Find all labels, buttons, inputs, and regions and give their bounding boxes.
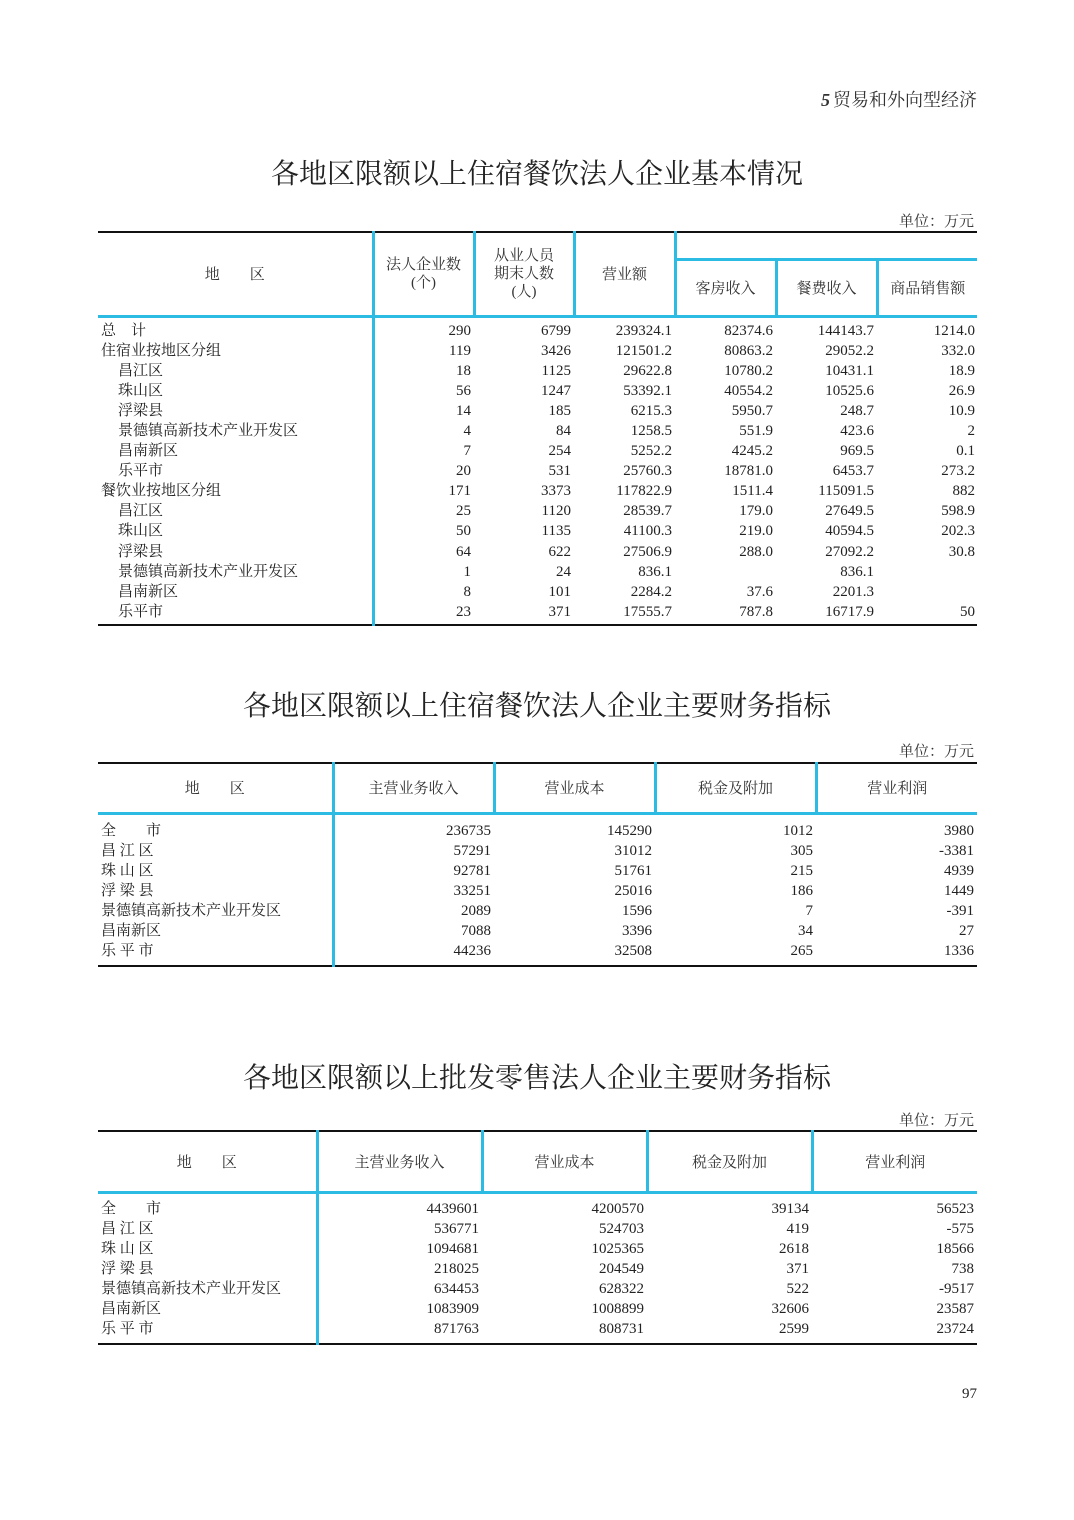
value-cell: 5252.2 bbox=[630, 443, 672, 460]
value-cell: 2618 bbox=[779, 1240, 809, 1257]
value-cell: 56523 bbox=[936, 1200, 974, 1217]
table-row bbox=[98, 441, 977, 461]
table-row bbox=[98, 381, 977, 401]
region-cell: 昌南新区 bbox=[101, 1300, 162, 1317]
value-cell: 50 bbox=[960, 603, 975, 620]
table3-header-profit: 营业利润 bbox=[812, 1131, 977, 1192]
region-cell: 浮梁县 bbox=[118, 543, 164, 560]
table-row bbox=[98, 841, 977, 861]
value-cell: 634453 bbox=[317, 1279, 482, 1299]
value-cell: 3980 bbox=[944, 822, 974, 839]
value-cell: 185 bbox=[548, 402, 571, 419]
table-row bbox=[98, 901, 977, 921]
value-cell: 64 bbox=[373, 542, 474, 562]
value-cell: -391 bbox=[946, 902, 974, 919]
value-cell: 51761 bbox=[614, 862, 652, 879]
value-cell: 179.0 bbox=[739, 503, 773, 520]
value-cell: 1094681 bbox=[317, 1239, 482, 1259]
table-row bbox=[98, 401, 977, 421]
value-cell: 2284.2 bbox=[630, 583, 672, 600]
table1-title: 各地区限额以上住宿餐饮法人企业基本情况 bbox=[270, 159, 803, 190]
value-cell: 1511.4 bbox=[732, 483, 773, 500]
value-cell: 6799 bbox=[541, 322, 571, 339]
value-cell: 25 bbox=[373, 501, 474, 521]
table1-header-food: 餐费收入 bbox=[776, 259, 877, 316]
value-cell: 37.6 bbox=[746, 583, 773, 600]
value-cell: 1214.0 bbox=[933, 322, 975, 339]
value-cell: 628322 bbox=[599, 1280, 644, 1297]
value-cell: 3426 bbox=[541, 342, 571, 359]
value-cell: 1012 bbox=[783, 822, 813, 839]
chapter-number: 5 bbox=[821, 90, 830, 110]
value-cell: 622 bbox=[548, 543, 571, 560]
value-cell: 39134 bbox=[771, 1200, 809, 1217]
value-cell: 10780.2 bbox=[724, 362, 773, 379]
value-cell: -3381 bbox=[939, 842, 974, 859]
value-cell: 27 bbox=[959, 922, 974, 939]
region-cell: 景德镇高新技术产业开发区 bbox=[101, 902, 282, 919]
chapter-title: 贸易和外向型经济 bbox=[833, 90, 977, 110]
value-cell: 117822.9 bbox=[616, 483, 672, 500]
value-cell: 288.0 bbox=[739, 543, 773, 560]
value-cell: 18566 bbox=[936, 1240, 974, 1257]
value-cell: 305 bbox=[790, 842, 813, 859]
value-cell: 115091.5 bbox=[818, 483, 874, 500]
value-cell: 1258.5 bbox=[630, 422, 672, 439]
value-cell: 50 bbox=[373, 521, 474, 541]
value-cell: 6453.7 bbox=[832, 463, 874, 480]
value-cell: 1336 bbox=[944, 943, 974, 960]
region-cell: 总 计 bbox=[101, 322, 147, 339]
value-cell: 1008899 bbox=[591, 1300, 644, 1317]
value-cell: 1025365 bbox=[591, 1240, 644, 1257]
value-cell: 56 bbox=[373, 381, 474, 401]
value-cell: 29622.8 bbox=[623, 362, 672, 379]
table-row bbox=[98, 521, 977, 541]
region-cell: 浮 梁 县 bbox=[101, 1260, 154, 1277]
value-cell: 23 bbox=[373, 602, 474, 625]
region-cell: 乐平市 bbox=[118, 603, 164, 620]
value-cell: 31012 bbox=[614, 842, 652, 859]
table2-header-cost: 营业成本 bbox=[494, 763, 655, 813]
header-unit: (个) bbox=[411, 274, 436, 291]
region-cell: 浮 梁 县 bbox=[101, 882, 154, 899]
value-cell: 4939 bbox=[944, 862, 974, 879]
value-cell: 28539.7 bbox=[623, 503, 672, 520]
value-cell: 5950.7 bbox=[731, 402, 773, 419]
value-cell: 40594.5 bbox=[825, 523, 874, 540]
header-text: 法人企业数 bbox=[385, 256, 461, 273]
value-cell: 2201.3 bbox=[832, 583, 874, 600]
value-cell: 26.9 bbox=[948, 382, 975, 399]
value-cell: 202.3 bbox=[941, 523, 975, 540]
region-cell: 昌 江 区 bbox=[101, 1220, 154, 1237]
table-row bbox=[98, 361, 977, 381]
table-row bbox=[98, 1239, 977, 1259]
value-cell: 836.1 bbox=[840, 563, 874, 580]
value-cell: 14 bbox=[373, 401, 474, 421]
value-cell: 27506.9 bbox=[623, 543, 672, 560]
table-row bbox=[98, 316, 977, 341]
region-cell: 乐 平 市 bbox=[101, 943, 154, 960]
table3 bbox=[98, 1130, 977, 1345]
region-cell: 珠山区 bbox=[118, 523, 164, 540]
table-row bbox=[98, 602, 977, 625]
value-cell: 218025 bbox=[317, 1259, 482, 1279]
value-cell: 57291 bbox=[333, 841, 494, 861]
region-cell: 景德镇高新技术产业开发区 bbox=[101, 1280, 282, 1297]
region-cell: 全 市 bbox=[101, 1200, 162, 1217]
value-cell: 7 bbox=[805, 902, 813, 919]
region-cell: 乐 平 市 bbox=[101, 1321, 154, 1338]
chapter-header bbox=[821, 86, 977, 112]
value-cell: 536771 bbox=[317, 1219, 482, 1239]
value-cell: 204549 bbox=[599, 1260, 644, 1277]
table-row bbox=[98, 501, 977, 521]
region-cell: 昌 江 区 bbox=[101, 842, 154, 859]
table2-header-region: 地 区 bbox=[98, 763, 333, 813]
value-cell: 969.5 bbox=[840, 443, 874, 460]
table1-header-employees bbox=[474, 232, 574, 316]
value-cell: 332.0 bbox=[941, 342, 975, 359]
header-unit: (人) bbox=[511, 283, 537, 300]
value-cell: 1247 bbox=[541, 382, 571, 399]
value-cell: 265 bbox=[790, 943, 813, 960]
value-cell: 1 bbox=[373, 562, 474, 582]
value-cell: 17555.7 bbox=[623, 603, 672, 620]
table-row bbox=[98, 461, 977, 481]
region-cell: 全 市 bbox=[101, 822, 162, 839]
value-cell bbox=[675, 562, 776, 582]
table3-unit: 单位：万元 bbox=[898, 1113, 974, 1129]
value-cell: 40554.2 bbox=[724, 382, 773, 399]
value-cell: 598.9 bbox=[941, 503, 975, 520]
table-row bbox=[98, 941, 977, 966]
table-row bbox=[98, 542, 977, 562]
value-cell: 10525.6 bbox=[825, 382, 874, 399]
value-cell: 10431.1 bbox=[825, 362, 874, 379]
value-cell: 4439601 bbox=[317, 1192, 482, 1219]
value-cell: 551.9 bbox=[739, 422, 773, 439]
value-cell: 7088 bbox=[333, 921, 494, 941]
value-cell: 290 bbox=[373, 316, 474, 341]
value-cell: 33251 bbox=[333, 881, 494, 901]
table2-header-profit: 营业利润 bbox=[816, 763, 977, 813]
value-cell: 219.0 bbox=[739, 523, 773, 540]
value-cell: 7 bbox=[373, 441, 474, 461]
value-cell: 248.7 bbox=[840, 402, 874, 419]
value-cell: 1449 bbox=[944, 882, 974, 899]
table-row bbox=[98, 813, 977, 841]
value-cell: 80863.2 bbox=[724, 342, 773, 359]
value-cell: 23587 bbox=[936, 1300, 974, 1317]
table1-header-goods: 商品销售额 bbox=[877, 259, 977, 316]
value-cell: 44236 bbox=[333, 941, 494, 966]
value-cell: 787.8 bbox=[739, 603, 773, 620]
region-cell: 住宿业按地区分组 bbox=[101, 342, 222, 359]
table3-title: 各地区限额以上批发零售法人企业主要财务指标 bbox=[242, 1063, 831, 1094]
table1-header-enterprises bbox=[373, 232, 474, 316]
table-row bbox=[98, 481, 977, 501]
table1-header-region: 地 区 bbox=[98, 232, 373, 316]
value-cell: 4 bbox=[373, 421, 474, 441]
value-cell: 1135 bbox=[541, 523, 571, 540]
value-cell: 20 bbox=[373, 461, 474, 481]
value-cell: 29052.2 bbox=[825, 342, 874, 359]
value-cell: 531 bbox=[548, 463, 571, 480]
value-cell: -575 bbox=[946, 1220, 974, 1237]
table-row bbox=[98, 1279, 977, 1299]
table3-body bbox=[98, 1192, 977, 1344]
value-cell: 524703 bbox=[599, 1220, 644, 1237]
value-cell: 236735 bbox=[333, 813, 494, 841]
table-row bbox=[98, 582, 977, 602]
value-cell: 41100.3 bbox=[623, 523, 672, 540]
value-cell: 32606 bbox=[771, 1300, 809, 1317]
value-cell: 10.9 bbox=[948, 402, 975, 419]
value-cell: 1083909 bbox=[317, 1299, 482, 1319]
region-cell: 景德镇高新技术产业开发区 bbox=[118, 563, 299, 580]
value-cell: 24 bbox=[556, 563, 571, 580]
region-cell: 珠 山 区 bbox=[101, 862, 154, 879]
value-cell bbox=[877, 562, 977, 582]
table2-header-main-revenue: 主营业务收入 bbox=[333, 763, 494, 813]
region-cell: 昌江区 bbox=[118, 362, 164, 379]
table1-body bbox=[98, 316, 977, 625]
table1-header-group bbox=[675, 232, 977, 259]
value-cell: 18 bbox=[373, 361, 474, 381]
value-cell: 871763 bbox=[317, 1319, 482, 1344]
table1-unit: 单位：万元 bbox=[898, 214, 974, 230]
region-cell: 昌南新区 bbox=[101, 922, 162, 939]
value-cell: 25016 bbox=[614, 882, 652, 899]
value-cell: 82374.6 bbox=[724, 322, 773, 339]
value-cell: 522 bbox=[786, 1280, 809, 1297]
region-cell: 乐平市 bbox=[118, 463, 164, 480]
value-cell: 18781.0 bbox=[724, 463, 773, 480]
value-cell: 121501.2 bbox=[615, 342, 672, 359]
region-cell: 景德镇高新技术产业开发区 bbox=[118, 422, 299, 439]
table2 bbox=[98, 762, 977, 967]
table3-header-cost: 营业成本 bbox=[482, 1131, 647, 1192]
table3-header-main-revenue: 主营业务收入 bbox=[317, 1131, 482, 1192]
region-cell: 昌江区 bbox=[118, 503, 164, 520]
table-row bbox=[98, 562, 977, 582]
table1-header-revenue: 营业额 bbox=[574, 232, 675, 316]
region-cell: 浮梁县 bbox=[118, 402, 164, 419]
value-cell: 371 bbox=[786, 1260, 809, 1277]
value-cell: 84 bbox=[556, 422, 571, 439]
value-cell: 1120 bbox=[541, 503, 571, 520]
value-cell: 92781 bbox=[333, 861, 494, 881]
value-cell: 371 bbox=[548, 603, 571, 620]
value-cell: 273.2 bbox=[941, 463, 975, 480]
value-cell: 2 bbox=[967, 422, 975, 439]
value-cell: 34 bbox=[798, 922, 813, 939]
value-cell: 119 bbox=[373, 341, 474, 361]
value-cell: 3396 bbox=[622, 922, 652, 939]
value-cell: 0.1 bbox=[956, 443, 975, 460]
region-cell: 餐饮业按地区分组 bbox=[101, 483, 222, 500]
value-cell: 882 bbox=[952, 483, 975, 500]
table3-header-tax: 税金及附加 bbox=[647, 1131, 812, 1192]
value-cell: 254 bbox=[548, 443, 571, 460]
value-cell: -9517 bbox=[939, 1280, 974, 1297]
table2-title: 各地区限额以上住宿餐饮法人企业主要财务指标 bbox=[242, 691, 831, 722]
value-cell: 6215.3 bbox=[630, 402, 672, 419]
value-cell bbox=[877, 582, 977, 602]
table-row bbox=[98, 1219, 977, 1239]
value-cell: 25760.3 bbox=[623, 463, 672, 480]
table-row bbox=[98, 861, 977, 881]
value-cell: 2599 bbox=[779, 1321, 809, 1338]
table2-unit: 单位：万元 bbox=[898, 744, 974, 760]
value-cell: 239324.1 bbox=[615, 322, 672, 339]
table1-header-room: 客房收入 bbox=[675, 259, 776, 316]
table-row bbox=[98, 921, 977, 941]
value-cell: 18.9 bbox=[948, 362, 975, 379]
table-row bbox=[98, 1319, 977, 1344]
header-text: 从业人员 bbox=[493, 247, 554, 264]
value-cell: 53392.1 bbox=[623, 382, 672, 399]
table-row bbox=[98, 1192, 977, 1219]
value-cell: 1125 bbox=[541, 362, 571, 379]
value-cell: 27092.2 bbox=[825, 543, 874, 560]
value-cell: 32508 bbox=[614, 943, 652, 960]
table-row bbox=[98, 421, 977, 441]
table3-header-region: 地 区 bbox=[98, 1131, 317, 1192]
region-cell: 珠山区 bbox=[118, 382, 164, 399]
value-cell: 836.1 bbox=[638, 563, 672, 580]
header-text: 期末人数 bbox=[493, 265, 554, 282]
value-cell: 2089 bbox=[333, 901, 494, 921]
table-row bbox=[98, 341, 977, 361]
table1 bbox=[98, 231, 977, 626]
value-cell: 8 bbox=[373, 582, 474, 602]
value-cell: 4200570 bbox=[591, 1200, 644, 1217]
value-cell: 4245.2 bbox=[731, 443, 773, 460]
table2-body bbox=[98, 813, 977, 966]
value-cell: 3373 bbox=[541, 483, 571, 500]
page-number: 97 bbox=[962, 1386, 977, 1402]
value-cell: 419 bbox=[786, 1220, 809, 1237]
table-row bbox=[98, 881, 977, 901]
region-cell: 珠 山 区 bbox=[101, 1240, 154, 1257]
region-cell: 昌南新区 bbox=[118, 583, 179, 600]
value-cell: 215 bbox=[790, 862, 813, 879]
table2-header-tax: 税金及附加 bbox=[655, 763, 816, 813]
value-cell: 101 bbox=[548, 583, 571, 600]
value-cell: 23724 bbox=[936, 1321, 974, 1338]
value-cell: 16717.9 bbox=[825, 603, 874, 620]
value-cell: 145290 bbox=[607, 822, 652, 839]
value-cell: 808731 bbox=[599, 1321, 644, 1338]
value-cell: 171 bbox=[373, 481, 474, 501]
value-cell: 144143.7 bbox=[817, 322, 874, 339]
value-cell: 423.6 bbox=[840, 422, 874, 439]
table-row bbox=[98, 1299, 977, 1319]
table-row bbox=[98, 1259, 977, 1279]
value-cell: 30.8 bbox=[948, 543, 975, 560]
value-cell: 1596 bbox=[622, 902, 652, 919]
value-cell: 186 bbox=[790, 882, 813, 899]
value-cell: 27649.5 bbox=[825, 503, 874, 520]
region-cell: 昌南新区 bbox=[118, 443, 179, 460]
value-cell: 738 bbox=[951, 1260, 974, 1277]
